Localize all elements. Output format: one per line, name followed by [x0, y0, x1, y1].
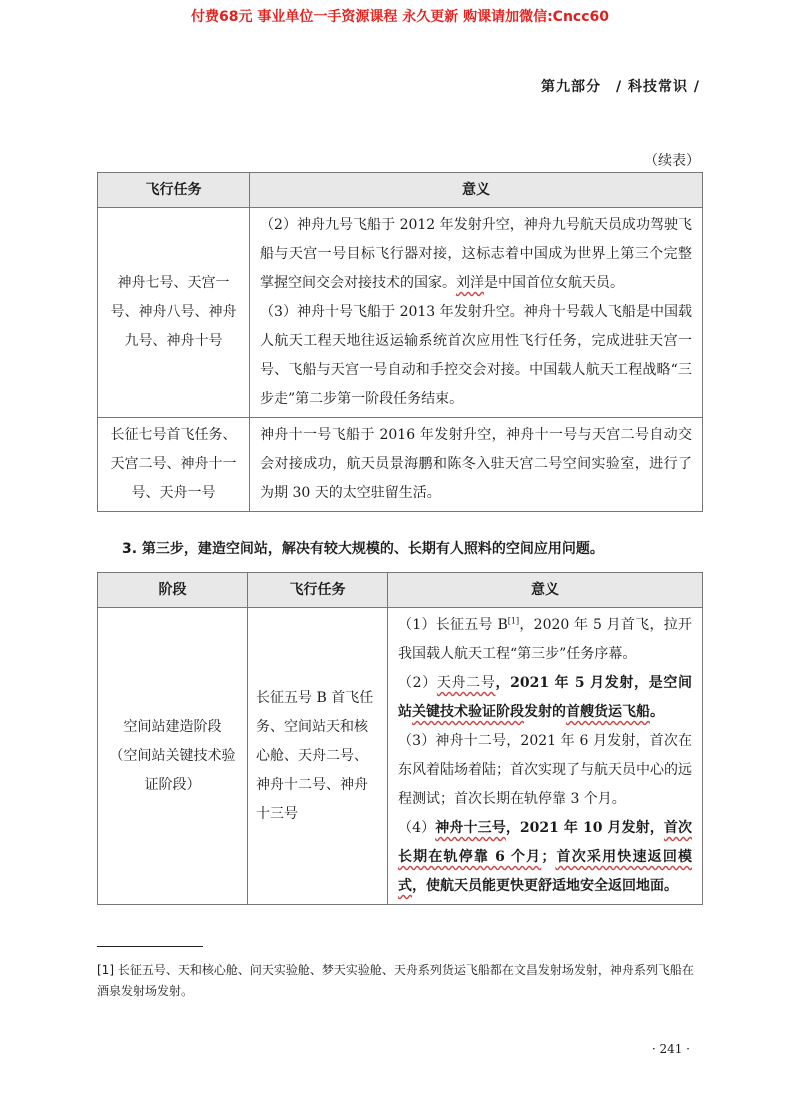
section-header: 第九部分 / 科技常识 /	[541, 79, 700, 95]
table-2-header-stage: 阶段	[98, 573, 248, 608]
table-1-header-meaning: 意义	[250, 173, 703, 208]
meaning-text-emphasis: 刘洋	[456, 275, 484, 291]
watermark-banner: 付费68元 事业单位一手资源课程 永久更新 购课请加微信:Cncc60	[190, 9, 610, 25]
meaning-text-emphasis: 神舟十三号	[435, 820, 506, 836]
footnote-divider	[97, 946, 203, 947]
meaning-text-bold: ，使航天员能更快更舒适地安全返回地面。	[412, 878, 678, 894]
table-row	[98, 208, 703, 418]
meaning-text-bold: ，2021 年 10 月发射，	[505, 820, 664, 836]
table-2-stage-cell	[98, 608, 248, 905]
table-1-meaning-cell	[250, 208, 703, 418]
meaning-text: （2）	[398, 675, 437, 691]
meaning-text-emphasis: 天舟二号	[436, 675, 496, 691]
meaning-text: （2）神舟九号飞船于 2012 年发射升空，神舟九号航天员成功驾驶飞船与天宫一号目标飞行器对接，这标志着中国成为世界上第三个完整掌握空间交会对接技术的国家。	[260, 217, 692, 291]
meaning-text-emphasis: 首次长期在轨停靠 6 个月	[398, 820, 693, 865]
meaning-text-bold: ；	[541, 849, 556, 865]
footnote-ref: [1]	[507, 616, 520, 626]
meaning-text-bold: 发射的	[524, 704, 566, 720]
meaning-text-bold: ，2021 年 5 月发射，是空间站	[398, 675, 693, 720]
table-row	[98, 418, 703, 512]
meaning-text: ，2020 年 5 月首飞，拉开我国载人航天工程“第三步”任务序幕。	[398, 617, 692, 662]
table-1-task-cell: 神舟七号、天宫一号、神舟八号、神舟九号、神舟十号	[98, 208, 250, 418]
table-2-header-task: 飞行任务	[248, 573, 388, 608]
meaning-text: （3）神舟十号飞船于 2013 年发射升空。神舟十号载人飞船是中国载人航天工程天地往返运输系统首次应用性飞行任务，完成进驻天宫一号、飞船与天宫一号自动和手控交会对接。中国载人航天工程战略“三步走”第二步第一阶段任务结束。	[260, 304, 692, 407]
table-2-header-row	[98, 573, 703, 608]
table-1-task-cell: 长征七号首飞任务、天宫二号、神舟十一号、天舟一号	[98, 418, 250, 512]
meaning-text: 是中国首位女航天员。	[484, 275, 624, 291]
meaning-text-emphasis: 关键技术验证阶段	[412, 704, 524, 720]
meaning-text-emphasis: 首艘货运飞船	[566, 704, 650, 720]
table-1-meaning-cell: 神舟十一号飞船于 2016 年发射升空，神舟十一号与天宫二号自动交会对接成功，航天员景海鹏和陈冬入驻天宫二号空间实验室，进行了为期 30 天的太空驻留生活。	[250, 418, 703, 512]
table-2-header-meaning: 意义	[388, 573, 703, 608]
meaning-text: （1）长征五号 B	[398, 617, 508, 633]
footnote: [1] 长征五号、天和核心舱、问天实验舱、梦天实验舱、天舟系列货运飞船都在文昌发射场发射，神舟系列飞船在酒泉发射场发射。	[97, 963, 694, 998]
table-2-task-cell: 长征五号 B 首飞任务、空间站天和核心舱、天舟二号、神舟十二号、神舟十三号	[248, 608, 388, 905]
meaning-text-bold: 。	[650, 704, 664, 720]
table-row	[98, 608, 703, 905]
page-number: · 241 ·	[651, 1042, 690, 1056]
table-2	[97, 572, 703, 905]
table-2-meaning-cell	[388, 608, 703, 905]
meaning-text: （4）	[398, 820, 436, 836]
continued-note: （续表）	[644, 153, 700, 169]
meaning-text: （3）神舟十二号，2021 年 6 月发射，首次在东风着陆场着陆；首次实现了与航天员中心的远程测试；首次长期在轨停靠 3 个月。	[398, 733, 692, 807]
stage-name: 空间站建造阶段	[123, 718, 222, 735]
meaning-text-emphasis: 首次采用快速返回模式	[398, 849, 693, 894]
table-1-header-row	[98, 173, 703, 208]
stage-subtitle: （空间站关键技术验证阶段）	[109, 747, 236, 793]
table-1	[97, 172, 703, 512]
step-3-heading: 3. 第三步，建造空间站，解决有较大规模的、长期有人照料的空间应用问题。	[122, 541, 604, 557]
table-1-header-task: 飞行任务	[98, 173, 250, 208]
